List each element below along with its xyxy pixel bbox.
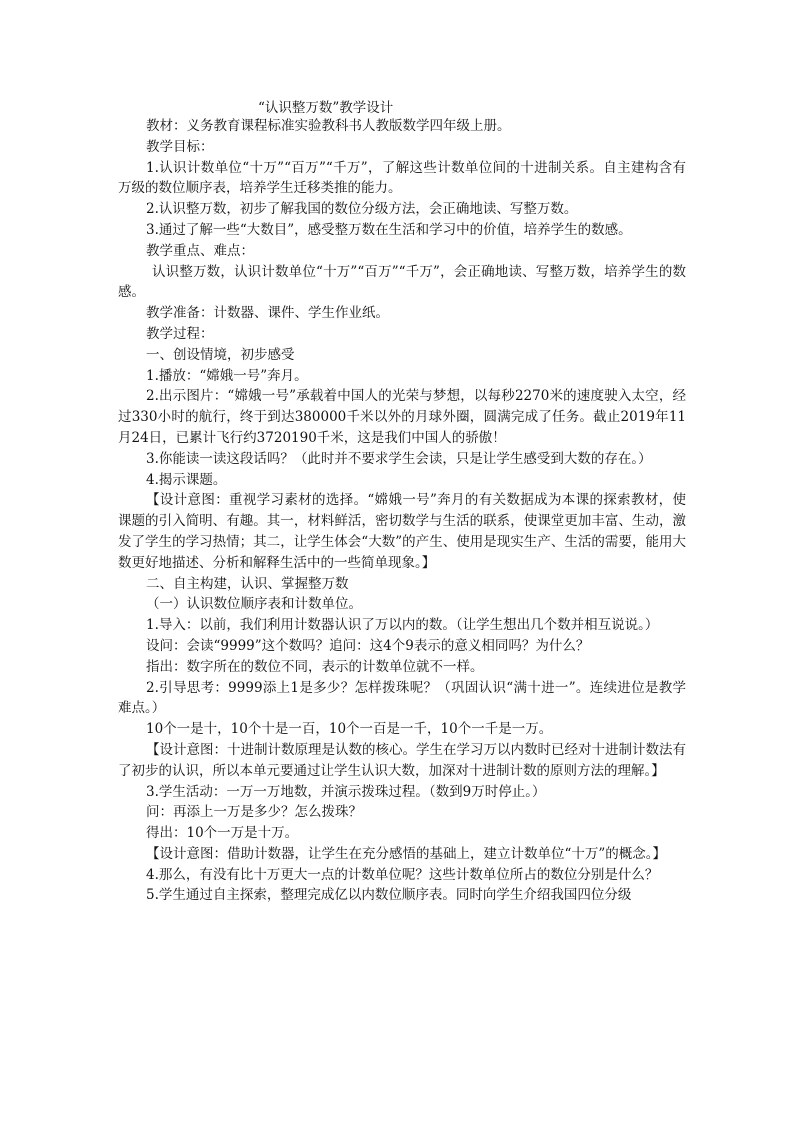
paragraph: 二、自主构建，认识、掌握整万数 xyxy=(146,575,349,592)
paragraph: 【设计意图：借助计数器，让学生在充分感悟的基础上，建立计数单位“十万”的概念。】 xyxy=(146,845,667,862)
paragraph: 指出：数字所在的数位不同，表示的计数单位就不一样。 xyxy=(146,658,484,675)
paragraph: 教学目标： xyxy=(146,138,214,155)
paragraph: 问：再添上一万是多少？怎么拨珠？ xyxy=(146,804,362,821)
paragraph: 1.播放：“嫦娥一号”奔月。 xyxy=(146,367,308,384)
paragraph: 5.学生通过自主探索，整理完成亿以内数位顺序表。同时向学生介绍我国四位分级 xyxy=(146,887,632,904)
paragraph: 【设计意图：十进制计数原理是认数的核心。学生在学习万以内数时已经对十进制计数法有了初步的认识，所以本单元要通过让学生认识大数，加深对十进制计数的原则方法的理解。】 xyxy=(118,741,686,779)
paragraph: 教学重点、难点： xyxy=(146,242,254,259)
paragraph: 2.认识整万数，初步了解我国的数位分级方法，会正确地读、写整万数。 xyxy=(146,201,578,218)
paragraph: 2.引导思考：9999添上1是多少？怎样拨珠呢？（巩固认识“满十进一”。连续进位是教学难点。） xyxy=(118,679,686,717)
paragraph: 一、创设情境，初步感受 xyxy=(146,346,295,363)
paragraph: 10个一是十，10个十是一百，10个一百是一千，10个一千是一万。 xyxy=(146,721,553,738)
paragraph: 3.学生活动：一万一万地数，并演示拨珠过程。（数到9万时停止。） xyxy=(146,783,546,800)
paragraph: 设问：会读“9999”这个数吗？追问：这4个9表示的意义相同吗？为什么？ xyxy=(146,637,590,654)
paragraph: 得出：10个一万是十万。 xyxy=(146,825,299,842)
paragraph: 1.认识计数单位“十万”“百万”“千万”，了解这些计数单位间的十进制关系。自主建构含有万级的数位顺序表，培养学生迁移类推的能力。 xyxy=(118,159,686,197)
paragraph: 认识整万数，认识计数单位“十万”“百万”“千万”，会正确地读、写整万数，培养学生的数感。 xyxy=(118,263,686,301)
paragraph: 4.那么，有没有比十万更大一点的计数单位呢？这些计数单位所占的数位分别是什么？ xyxy=(146,866,659,883)
paragraph: 4.揭示课题。 xyxy=(146,471,227,488)
paragraph: （一）认识数位顺序表和计数单位。 xyxy=(146,596,362,613)
paragraph: 教学过程： xyxy=(146,325,214,342)
paragraph: 1.导入：以前，我们利用计数器认识了万以内的数。（让学生想出几个数并相互说说。） xyxy=(146,617,659,634)
paragraph: 【设计意图：重视学习素材的选择。“嫦娥一号”奔月的有关数据成为本课的探索教材，使课题的引入简明、有趣。其一，材料鲜活，密切数学与生活的联系，使课堂更加丰富、生动，激发了学生的学习热情；其二，让学生体会“大数”的产生、使用是现实生产、生活的需要，能用大数更好地描述、分析和解释生活中的一些简单现象。】 xyxy=(118,492,686,571)
document-title: “认识整万数”教学设计 xyxy=(258,100,394,116)
document-body xyxy=(118,116,686,906)
paragraph: 3.通过了解一些“大数目”，感受整万数在生活和学习中的价值，培养学生的数感。 xyxy=(146,221,632,238)
paragraph: 3.你能读一读这段话吗？（此时并不要求学生会读，只是让学生感受到大数的存在。） xyxy=(146,450,652,467)
paragraph: 教学准备：计数器、课件、学生作业纸。 xyxy=(146,305,389,322)
paragraph: 教材：义务教育课程标准实验教科书人教版数学四年级上册。 xyxy=(146,118,511,134)
paragraph: 2.出示图片：“嫦娥一号”承载着中国人的光荣与梦想，以每秒2270米的速度驶入太空，经过330小时的航行，终于到达380000千米以外的月球外圈，圆满完成了任务。截止2019年11月24日，已累计飞行约3720190千米，这是我们中国人的骄傲！ xyxy=(118,388,686,446)
